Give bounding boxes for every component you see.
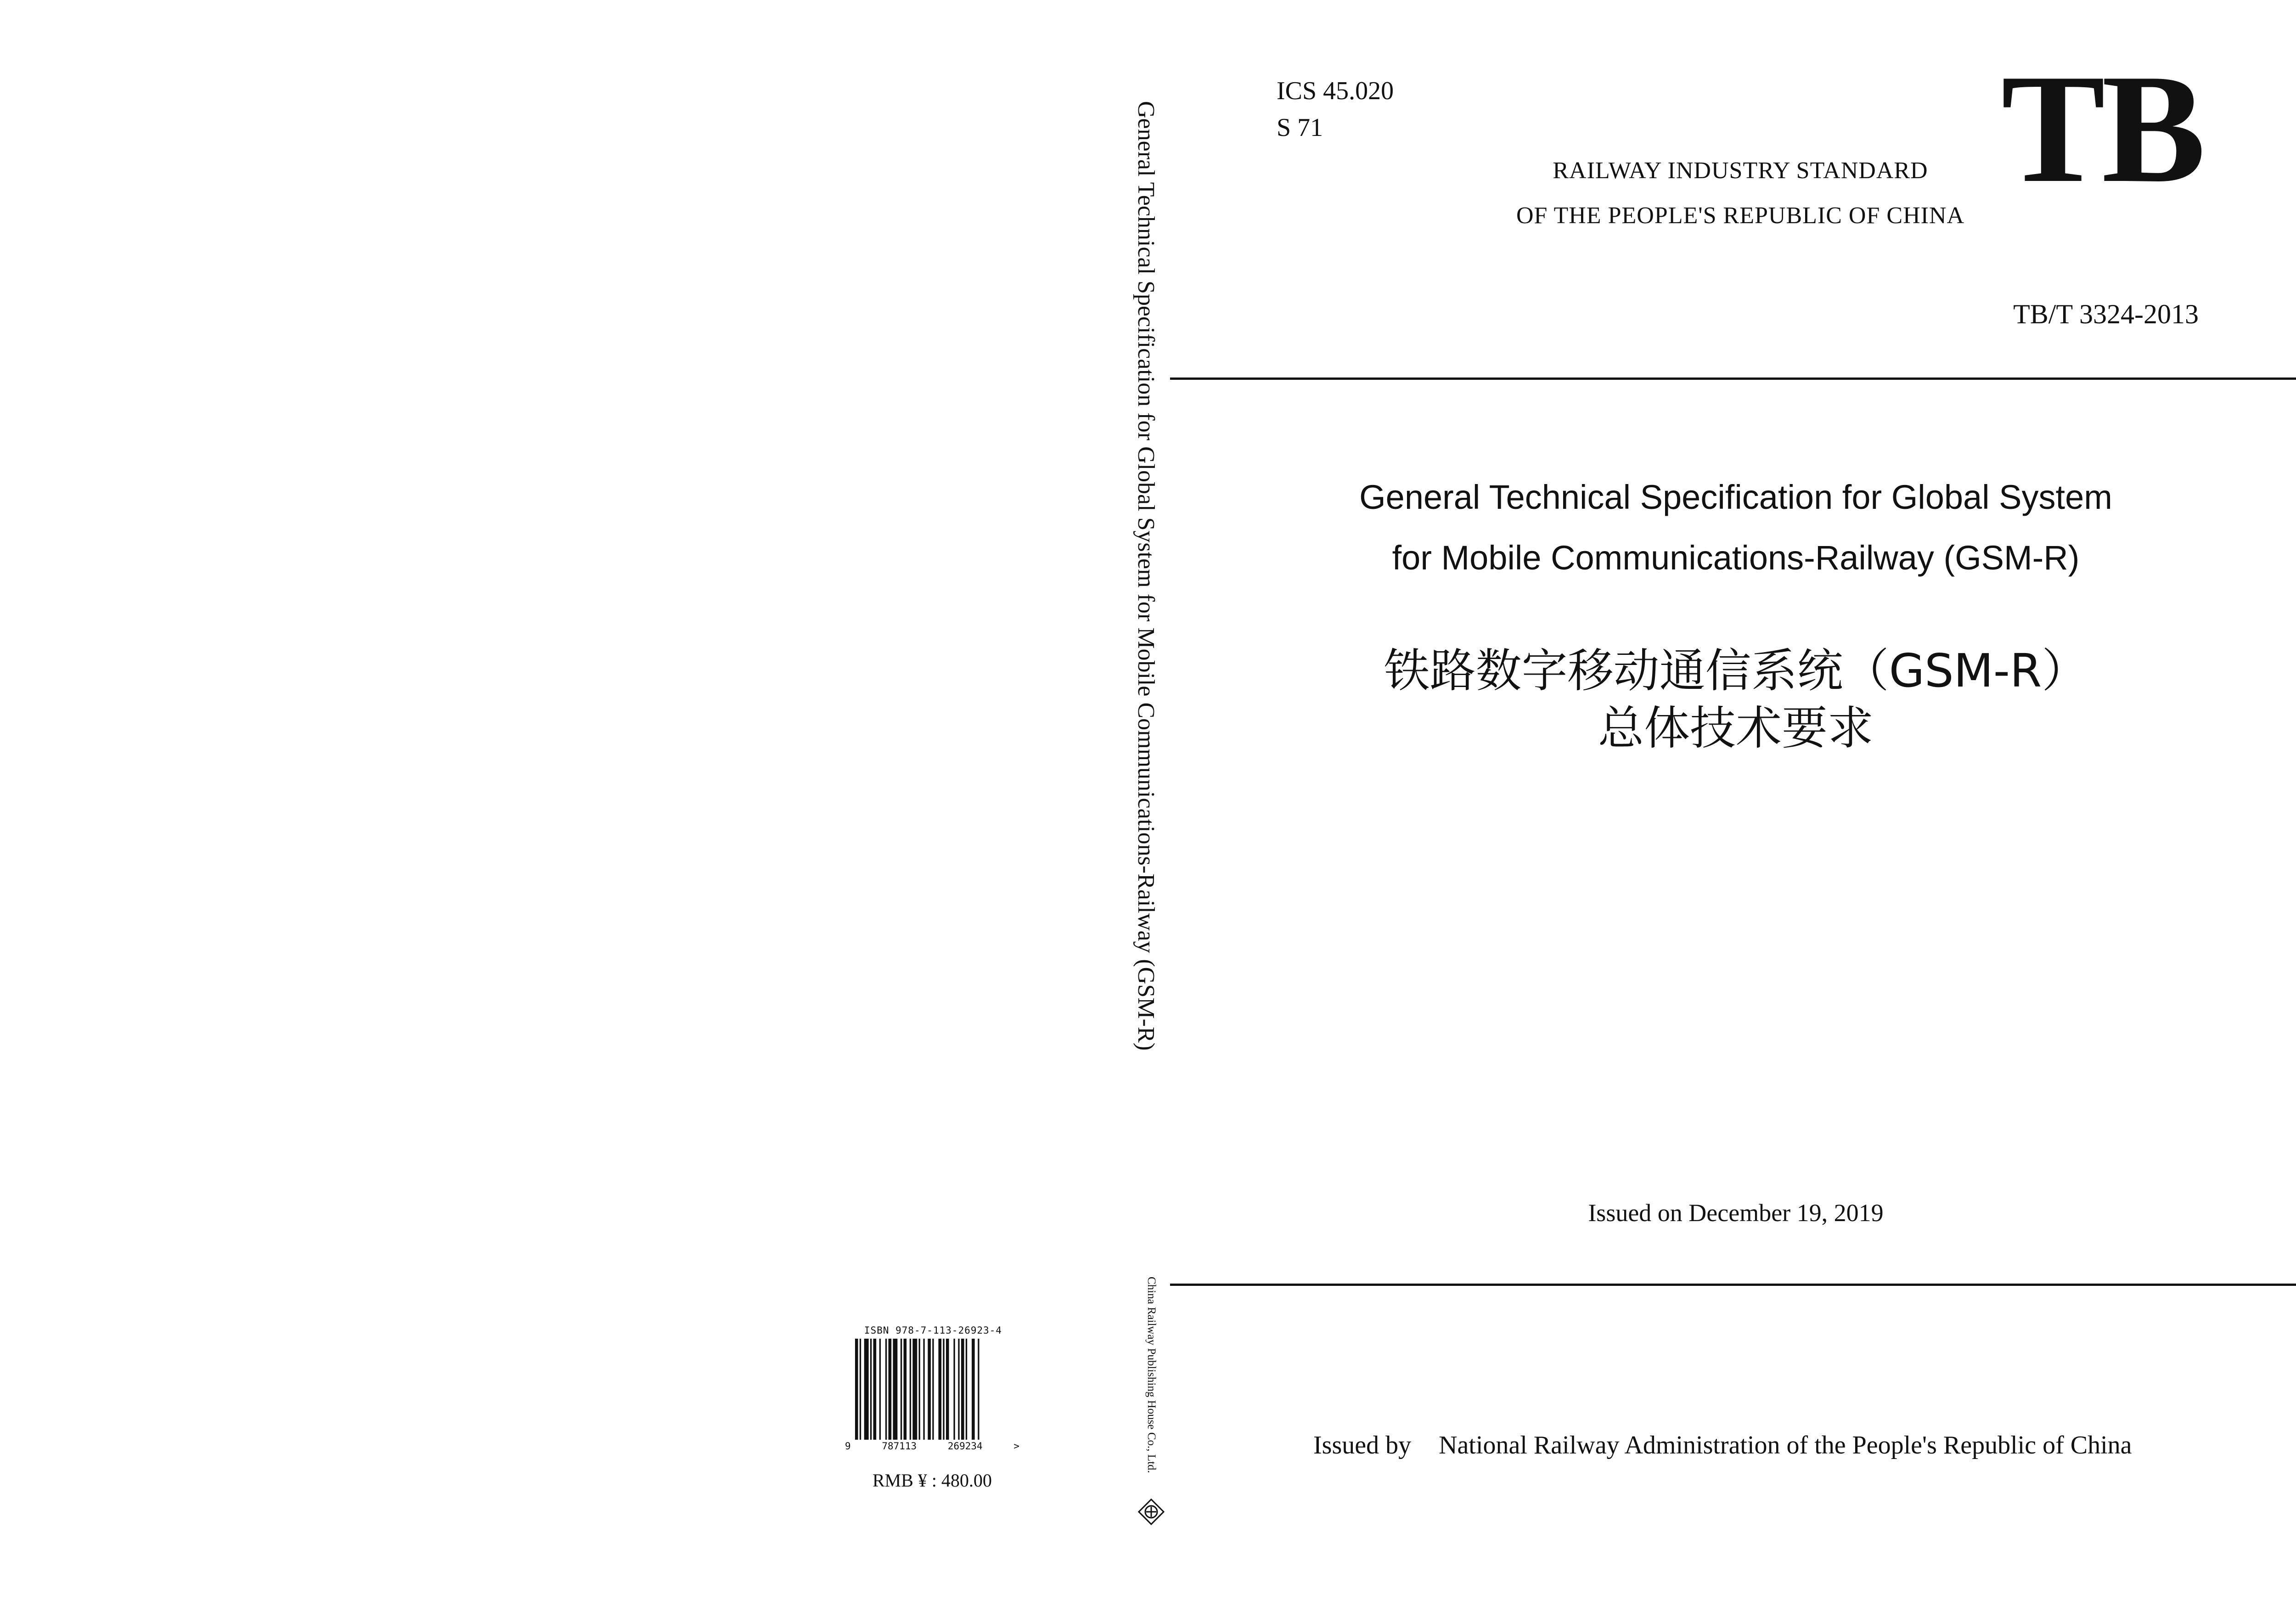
barcode-bar: [889, 1339, 892, 1440]
barcode-bar: [870, 1339, 872, 1440]
english-title-line1: General Technical Specification for Global System: [1359, 478, 2112, 516]
barcode-digit-group-left: 787113: [882, 1441, 917, 1452]
isbn-barcode-block: [845, 1325, 1019, 1481]
barcode-bar: [885, 1339, 887, 1440]
barcode-bar: [932, 1339, 934, 1440]
barcode-bar: [904, 1339, 907, 1440]
issued-by-label: Issued by: [1313, 1431, 1412, 1459]
barcode-icon: [853, 1339, 1009, 1440]
barcode-bar: [966, 1339, 967, 1440]
tb-standard-mark: TB: [2001, 42, 2202, 215]
barcode-bar: [978, 1339, 979, 1440]
barcode-digit-suffix: >: [1013, 1441, 1019, 1452]
barcode-bar: [864, 1339, 869, 1440]
barcode-bar: [943, 1339, 944, 1440]
barcode-bar: [961, 1339, 964, 1440]
classification-codes: [1277, 73, 1394, 146]
barcode-bar: [954, 1339, 955, 1440]
isbn-number: ISBN 978-7-113-26923-4: [864, 1325, 1002, 1336]
classification-code: S 71: [1277, 113, 1323, 142]
chinese-title-line1: 铁路数字移动通信系统（GSM-R）: [1384, 644, 2088, 698]
publisher-logo-icon: [1137, 1498, 1165, 1526]
barcode-bar: [900, 1339, 902, 1440]
price-label: RMB ¥ : 480.00: [872, 1470, 992, 1491]
standard-name-line1: RAILWAY INDUSTRY STANDARD: [1553, 158, 1928, 184]
barcode-bar: [939, 1339, 942, 1440]
issue-date: Issued on December 19, 2019: [1588, 1199, 1884, 1227]
issuer-line: [1313, 1431, 2132, 1460]
barcode-bar: [928, 1339, 931, 1440]
barcode-bar: [873, 1339, 877, 1440]
standard-number: TB/T 3324-2013: [2013, 299, 2199, 329]
barcode-bar: [860, 1339, 861, 1440]
ics-code: ICS 45.020: [1277, 77, 1394, 105]
barcode-bar: [879, 1339, 881, 1440]
barcode-bar: [910, 1339, 911, 1440]
barcode-bar: [893, 1339, 898, 1440]
spine-publisher: China Railway Publishing House Co., Ltd.: [1145, 1277, 1158, 1473]
chinese-title-line2: 总体技术要求: [1598, 701, 1874, 755]
issuer-name: National Railway Administration of the People's Republic of China: [1439, 1431, 2132, 1459]
spine-title: General Technical Specification for Global System for Mobile Communications-Railway (GSM-R): [1133, 101, 1159, 1051]
barcode-bar: [972, 1339, 975, 1440]
barcode-bar: [923, 1339, 925, 1440]
barcode-bar: [958, 1339, 959, 1440]
top-divider: [1170, 377, 2296, 380]
barcode-bar: [919, 1339, 920, 1440]
barcode-digit-prefix: 9: [845, 1441, 851, 1452]
english-title-line2: for Mobile Communications-Railway (GSM-R): [1392, 539, 2080, 577]
barcode-digits: [845, 1441, 1019, 1452]
bottom-divider: [1170, 1284, 2296, 1286]
barcode-digit-group-right: 269234: [947, 1441, 983, 1452]
barcode-bar: [912, 1339, 917, 1440]
barcode-bar: [946, 1339, 949, 1440]
standard-name-line2: OF THE PEOPLE'S REPUBLIC OF CHINA: [1516, 203, 1965, 229]
barcode-bar: [855, 1339, 858, 1440]
